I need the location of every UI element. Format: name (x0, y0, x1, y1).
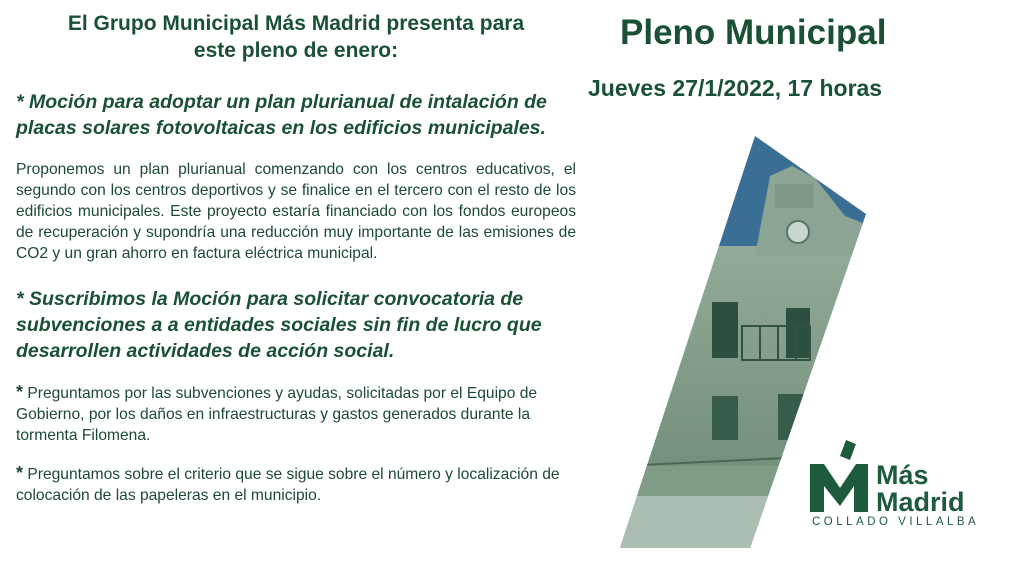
question-bins (16, 463, 576, 506)
question-text: Preguntamos por las subvenciones y ayudas, solicitadas por el Equipo de Gobierno, por los daños en infraestructuras y gastos generados durante la tormenta Filomena. (16, 385, 538, 444)
mas-madrid-m-logo-icon (810, 440, 870, 514)
question-text: Preguntamos sobre el criterio que se sigue sobre el número y localización de colocación de las papeleras en el municipio. (16, 466, 560, 504)
logo-word-mas: Más (876, 460, 929, 490)
question-marker: * (16, 382, 24, 402)
intro-line-2: este pleno de enero: (193, 39, 399, 62)
announcement-text (16, 10, 576, 506)
motion-subsidies-title: * Suscribimos la Moción para solicitar convocatoria de subvenciones a a entidades sociales sin fin de lucro que desarrollen actividades de acción social. (16, 288, 542, 362)
motion-solar-body: Proponemos un plan plurianual comenzando con los centros educativos, el segundo con los centros deportivos y se finalice en el tercero con el resto de los edificios municipales. Este proyecto estaría financiado con los fondos europeos de recuperación y supondría una reducción muy importante de las emisiones de CO2 y un gran ahorro en factura eléctrica municipal. (16, 161, 576, 262)
question-marker: * (16, 463, 24, 483)
intro-line-1: El Grupo Municipal Más Madrid presenta para (67, 12, 525, 35)
event-title: Pleno Municipal (620, 13, 887, 52)
question-filomena (16, 382, 576, 446)
intro-heading (16, 10, 576, 64)
logo-subtitle: COLLADO VILLALBA (812, 516, 980, 528)
logo-word-madrid: Madrid (876, 487, 965, 517)
motion-solar-title: * Moción para adoptar un plan plurianual de intalación de placas solares fotovoltaicas en los edificios municipales. (16, 91, 547, 139)
event-date: Jueves 27/1/2022, 17 horas (588, 75, 883, 101)
